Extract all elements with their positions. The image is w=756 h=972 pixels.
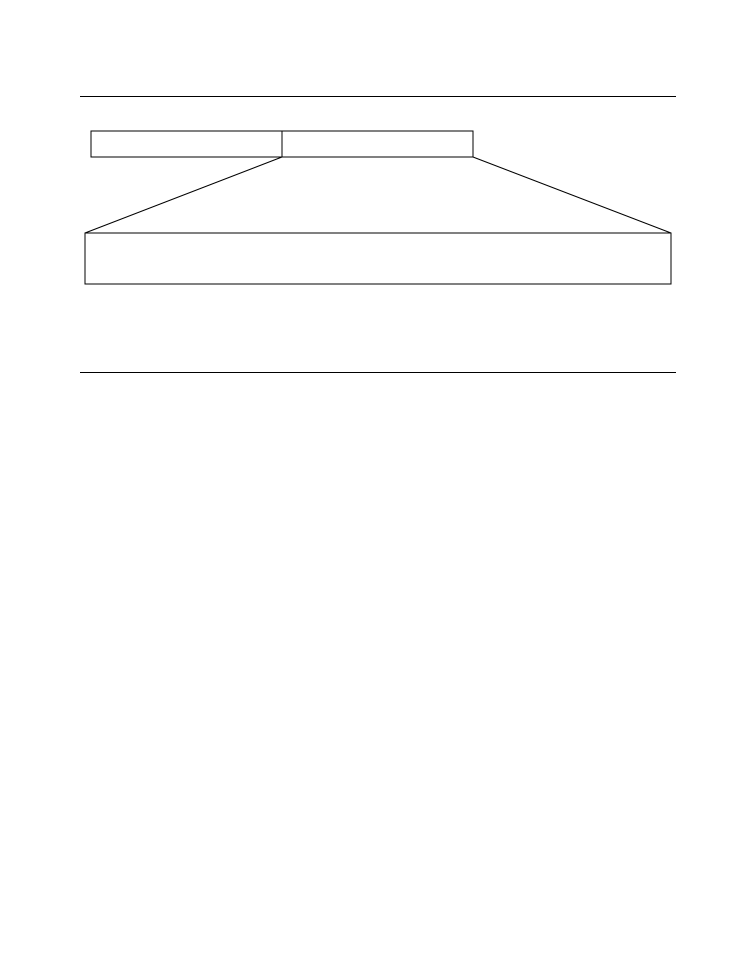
- expanded-row-frame: [85, 233, 671, 284]
- block-structure-figure: [0, 0, 756, 372]
- top-strip-right-frame: [282, 131, 473, 157]
- zoom-line-left: [85, 157, 282, 233]
- figure-bottom-rule: [80, 372, 676, 373]
- top-strip: [91, 131, 473, 157]
- zoom-lines: [85, 157, 671, 233]
- top-strip-left-frame: [91, 131, 282, 157]
- zoom-line-right: [473, 157, 671, 233]
